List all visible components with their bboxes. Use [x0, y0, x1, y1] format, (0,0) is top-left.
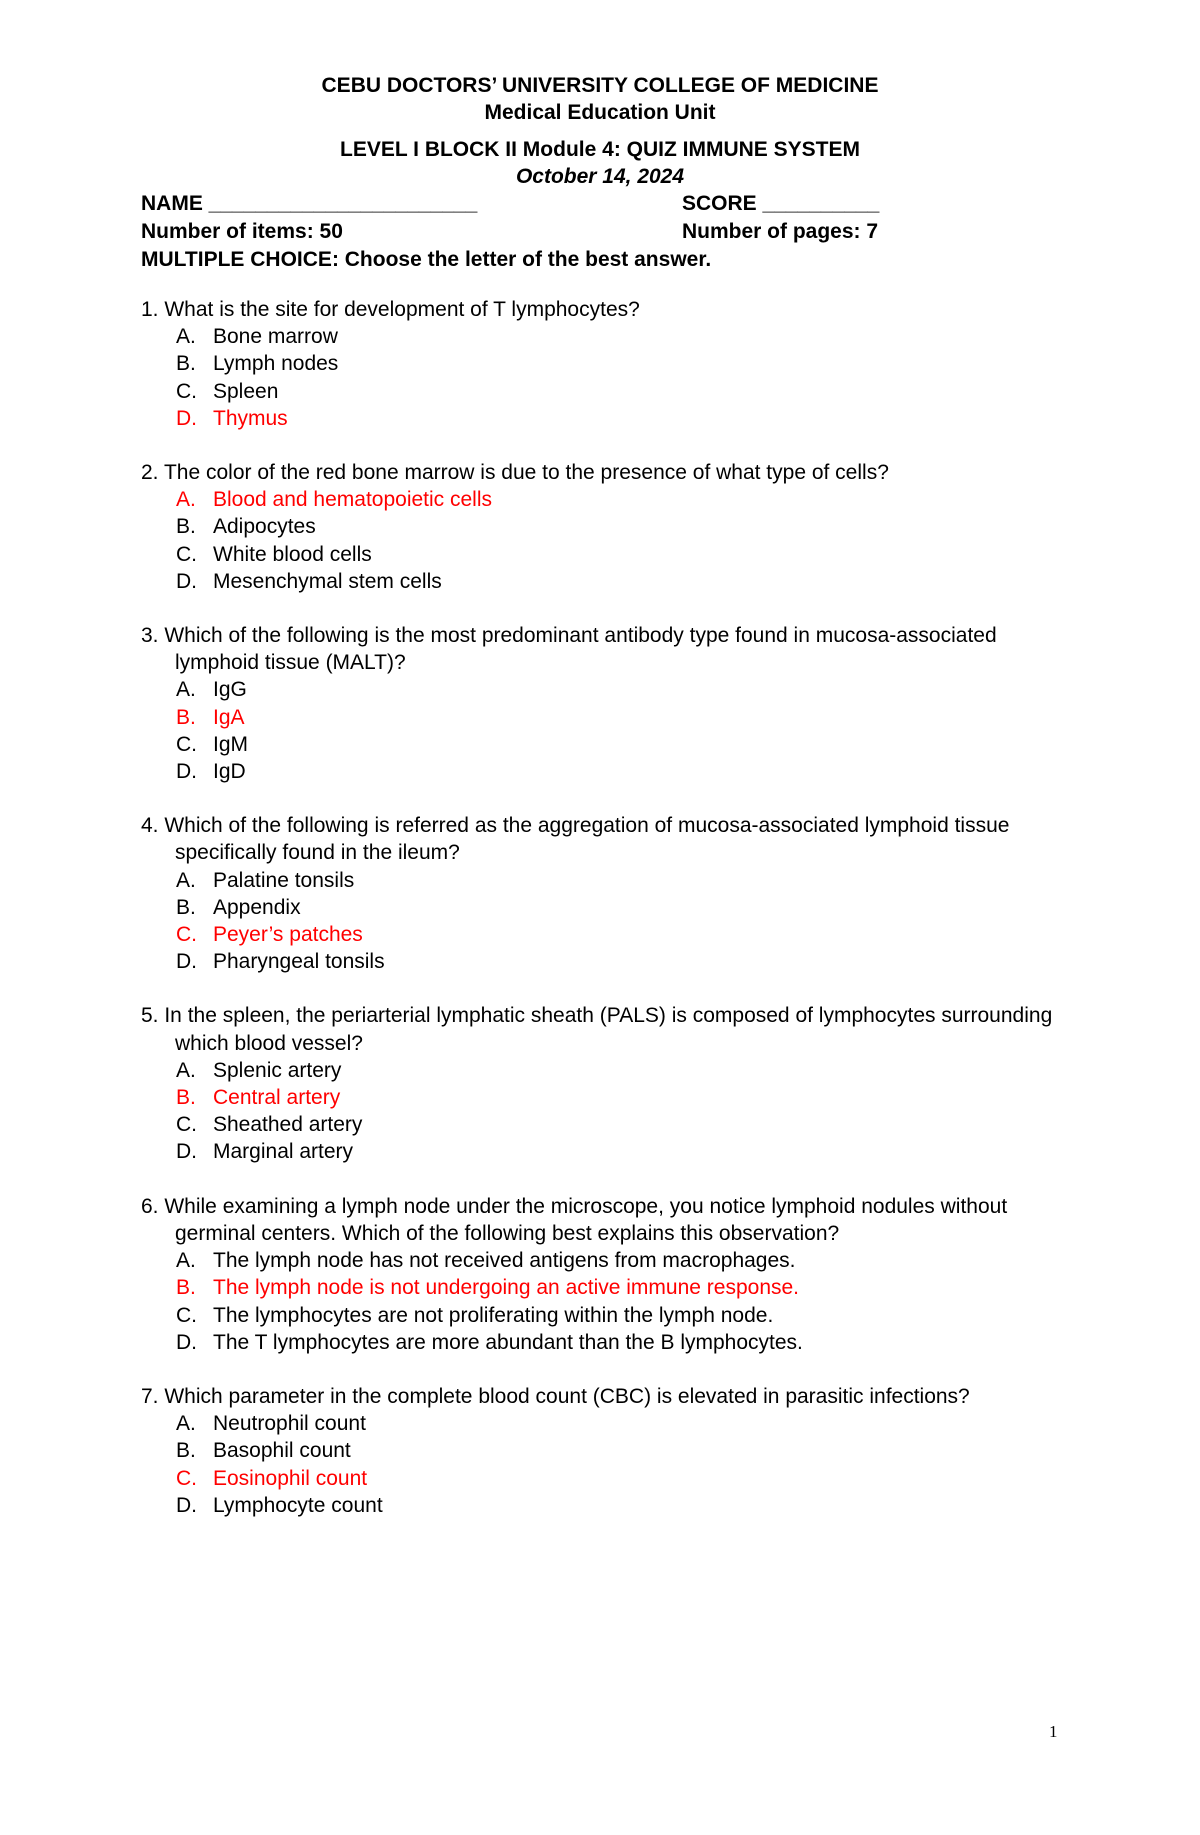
- choice-text: IgG: [213, 678, 247, 702]
- choice-letter: D.: [176, 569, 197, 593]
- answer-choice-correct: [141, 1465, 1081, 1492]
- choice-letter: C.: [176, 732, 197, 756]
- answer-choice-correct: [141, 921, 1081, 948]
- choice-text: Pharyngeal tonsils: [213, 950, 385, 974]
- choice-letter: B.: [176, 895, 196, 919]
- instructions: MULTIPLE CHOICE: Choose the letter of the best answer.: [141, 248, 712, 271]
- answer-choice: [141, 1492, 1081, 1519]
- choice-letter: C.: [176, 1466, 197, 1490]
- choice-text: IgD: [213, 760, 246, 784]
- choice-text: Palatine tonsils: [213, 868, 355, 892]
- items-count: Number of items: 50: [141, 220, 343, 243]
- name-field-label: NAME _______________________: [141, 192, 478, 215]
- choice-letter: C.: [176, 923, 197, 947]
- answer-choice: [141, 1111, 1081, 1138]
- question-item: [141, 459, 1081, 595]
- answer-choice: [141, 731, 1081, 758]
- choice-letter: C.: [176, 379, 197, 403]
- choice-letter: B.: [176, 352, 196, 376]
- choice-letter: D.: [176, 1493, 197, 1517]
- answer-choice-correct: [141, 1084, 1081, 1111]
- question-stem: 5. In the spleen, the periarterial lymphatic sheath (PALS) is composed of lymphocytes surrounding which blood vessel?: [141, 1004, 1053, 1055]
- choice-letter: B.: [176, 1439, 196, 1463]
- choice-letter: A.: [176, 1058, 196, 1082]
- choice-text: The lymphocytes are not proliferating within the lymph node.: [213, 1303, 774, 1327]
- quiz-info: [141, 190, 1061, 274]
- answer-choice-correct: [141, 1274, 1081, 1301]
- answer-choice: [141, 676, 1081, 703]
- choice-text: Neutrophil count: [213, 1412, 366, 1436]
- question-stem: 4. Which of the following is referred as the aggregation of mucosa-associated lymphoid tissue specifically found in the ileum?: [141, 814, 1010, 865]
- choice-text: Eosinophil count: [213, 1466, 368, 1490]
- choice-letter: D.: [176, 760, 197, 784]
- answer-choice: [141, 350, 1081, 377]
- choice-letter: B.: [176, 1276, 196, 1300]
- answer-choice: [141, 378, 1081, 405]
- unit-name: Medical Education Unit: [484, 101, 716, 124]
- answer-choice-correct: [141, 704, 1081, 731]
- answer-choice: [141, 867, 1081, 894]
- choice-text: Splenic artery: [213, 1058, 342, 1082]
- choice-text: Marginal artery: [213, 1140, 354, 1164]
- choice-text: Basophil count: [213, 1439, 351, 1463]
- choice-text: Central artery: [213, 1086, 341, 1110]
- question-stem: 6. While examining a lymph node under the microscope, you notice lymphoid nodules without germinal centers. Which of the following best explains this observation?: [141, 1194, 1008, 1245]
- answer-choice: [141, 1057, 1081, 1084]
- answer-choice: [141, 568, 1081, 595]
- pages-count: Number of pages: 7: [682, 220, 879, 243]
- choice-letter: D.: [176, 1140, 197, 1164]
- choice-letter: A.: [176, 1249, 196, 1273]
- page-number: 1: [1049, 1722, 1058, 1741]
- answer-choice: [141, 758, 1081, 785]
- choice-text: Lymphocyte count: [213, 1493, 383, 1517]
- answer-choice: [141, 1329, 1081, 1356]
- choice-text: Adipocytes: [213, 515, 316, 539]
- question-stem: 3. Which of the following is the most predominant antibody type found in mucosa-associated lymphoid tissue (MALT)?: [141, 624, 997, 675]
- question-stem: 1. What is the site for development of T lymphocytes?: [141, 298, 640, 321]
- choice-text: Peyer’s patches: [213, 923, 363, 947]
- answer-choice: [141, 948, 1081, 975]
- question-item: [141, 1193, 1081, 1356]
- choice-text: Appendix: [213, 895, 301, 919]
- answer-choice-correct: [141, 486, 1081, 513]
- choice-letter: A.: [176, 1412, 196, 1436]
- choice-text: White blood cells: [213, 542, 372, 566]
- answer-choice: [141, 1437, 1081, 1464]
- choice-letter: D.: [176, 406, 197, 430]
- choice-letter: A.: [176, 678, 196, 702]
- answer-choice: [141, 894, 1081, 921]
- choice-text: The lymph node has not received antigens from macrophages.: [213, 1249, 796, 1273]
- answer-choice: [141, 1410, 1081, 1437]
- answer-choice: [141, 1302, 1081, 1329]
- question-list: [141, 296, 1081, 1546]
- answer-choice: [141, 1138, 1081, 1165]
- choice-text: Mesenchymal stem cells: [213, 569, 442, 593]
- answer-choice: [141, 1247, 1081, 1274]
- choice-text: IgA: [213, 705, 245, 729]
- choice-text: Lymph nodes: [213, 352, 339, 376]
- question-item: [141, 812, 1081, 975]
- institution-name: CEBU DOCTORS’ UNIVERSITY COLLEGE OF MEDICINE: [321, 74, 879, 97]
- choice-letter: D.: [176, 1330, 197, 1354]
- answer-choice: [141, 513, 1081, 540]
- question-item: [141, 296, 1081, 432]
- choice-letter: B.: [176, 705, 196, 729]
- question-item: [141, 622, 1081, 785]
- choice-letter: A.: [176, 488, 196, 512]
- question-stem: 2. The color of the red bone marrow is due to the presence of what type of cells?: [141, 461, 889, 485]
- document-header: [0, 72, 1200, 190]
- choice-letter: B.: [176, 1086, 196, 1110]
- choice-letter: C.: [176, 1113, 197, 1137]
- question-stem: 7. Which parameter in the complete blood count (CBC) is elevated in parasitic infections?: [141, 1384, 970, 1408]
- choice-letter: B.: [176, 515, 196, 539]
- choice-text: Thymus: [213, 406, 288, 430]
- choice-text: The T lymphocytes are more abundant than the B lymphocytes.: [213, 1330, 803, 1354]
- choice-text: IgM: [213, 732, 249, 756]
- choice-letter: A.: [176, 325, 196, 349]
- choice-letter: C.: [176, 542, 197, 566]
- choice-text: The lymph node is not undergoing an active immune response.: [213, 1276, 800, 1300]
- choice-text: Blood and hematopoietic cells: [213, 488, 493, 512]
- answer-choice-correct: [141, 405, 1081, 432]
- question-item: [141, 1383, 1081, 1519]
- answer-choice: [141, 541, 1081, 568]
- score-field-label: SCORE __________: [682, 192, 880, 215]
- answer-choice: [141, 323, 1081, 350]
- quiz-title: LEVEL I BLOCK II Module 4: QUIZ IMMUNE SYSTEM: [340, 138, 860, 161]
- choice-text: Bone marrow: [213, 325, 338, 349]
- quiz-date: October 14, 2024: [515, 165, 685, 188]
- choice-letter: C.: [176, 1303, 197, 1327]
- choice-text: Spleen: [213, 379, 279, 403]
- choice-letter: D.: [176, 950, 197, 974]
- choice-letter: A.: [176, 868, 196, 892]
- choice-text: Sheathed artery: [213, 1113, 363, 1137]
- question-item: [141, 1002, 1081, 1165]
